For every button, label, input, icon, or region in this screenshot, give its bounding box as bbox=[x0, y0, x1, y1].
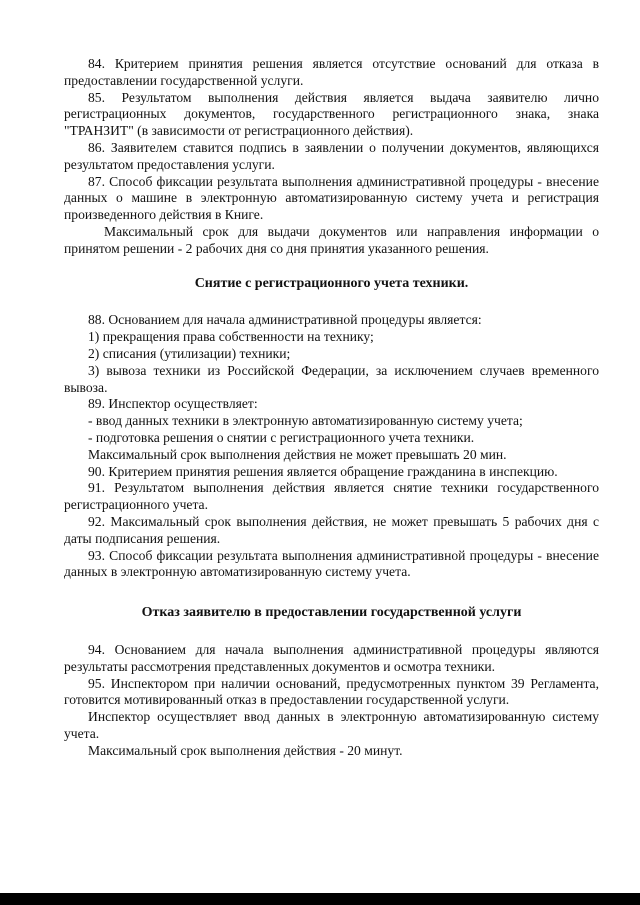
document-page bbox=[64, 56, 599, 759]
paragraph-88: 88. Основанием для начала административной процедуры является: bbox=[88, 312, 482, 328]
paragraph-93: 93. Способ фиксации результата выполнения административной процедуры - внесение данных в электронную автоматизированную систему учета. bbox=[64, 547, 599, 580]
paragraph-max-term-20-minutes: Максимальный срок выполнения действия - 20 минут. bbox=[88, 742, 403, 758]
paragraph-84: 84. Критерием принятия решения является отсутствие оснований для отказа в предоставлении государственной услуги. bbox=[64, 56, 599, 88]
paragraph-89: 89. Инспектор осуществляет: bbox=[88, 396, 258, 412]
paragraph-86: 86. Заявителем ставится подпись в заявлении о получении документов, являющихся результатом предоставления услуги. bbox=[64, 139, 599, 172]
paragraph-95: 95. Инспектором при наличии оснований, предусмотренных пунктом 39 Регламента, готовится мотивированный отказ в предоставлении государственной услуги. bbox=[64, 675, 599, 708]
paragraph-85: 85. Результатом выполнения действия является выдача заявителю лично регистрационных документов, государственного регистрационного знака, знака "ТРАНЗИТ" (в зависимости от регистрационного действия). bbox=[64, 89, 599, 139]
list-item-3: 3) вывоза техники из Российской Федерации, за исключением случаев временного вывоза. bbox=[64, 362, 599, 395]
paragraph-max-term-documents: Максимальный срок для выдачи документов или направления информации о принятом решении - 2 рабочих дня со дня принятия указанного решения. bbox=[64, 223, 599, 256]
list-item-1: 1) прекращения права собственности на технику; bbox=[88, 329, 374, 345]
list-item-data-entry: - ввод данных техники в электронную автоматизированную систему учета; bbox=[88, 413, 523, 429]
paragraph-90: 90. Критерием принятия решения является обращение гражданина в инспекцию. bbox=[88, 463, 558, 479]
list-item-2: 2) списания (утилизации) техники; bbox=[88, 345, 291, 361]
paragraph-92: 92. Максимальный срок выполнения действия, не может превышать 5 рабочих дня с даты подписания решения. bbox=[64, 513, 599, 546]
paragraph-max-term-20-min: Максимальный срок выполнения действия не может превышать 20 мин. bbox=[88, 446, 507, 462]
section-heading-refusal: Отказ заявителю в предоставлении государственной услуги bbox=[141, 605, 522, 621]
paragraph-94: 94. Основанием для начала выполнения административной процедуры являются результаты рассмотрения представленных документов и осмотра техники. bbox=[64, 641, 599, 674]
list-item-decision-preparation: - подготовка решения о снятии с регистрационного учета техники. bbox=[88, 429, 475, 445]
paragraph-91: 91. Результатом выполнения действия является снятие техники государственного регистрационного учета. bbox=[64, 480, 599, 513]
paragraph-inspector-data-entry: Инспектор осуществляет ввод данных в электронную автоматизированную систему учета. bbox=[64, 709, 599, 741]
section-heading-deregistration: Снятие с регистрационного учета техники. bbox=[194, 275, 469, 291]
scan-bottom-edge bbox=[0, 893, 640, 905]
paragraph-87: 87. Способ фиксации результата выполнения административной процедуры - внесение данных о машине в электронную автоматизированную систему учета и регистрация произведенного действия в Книге. bbox=[64, 173, 599, 223]
